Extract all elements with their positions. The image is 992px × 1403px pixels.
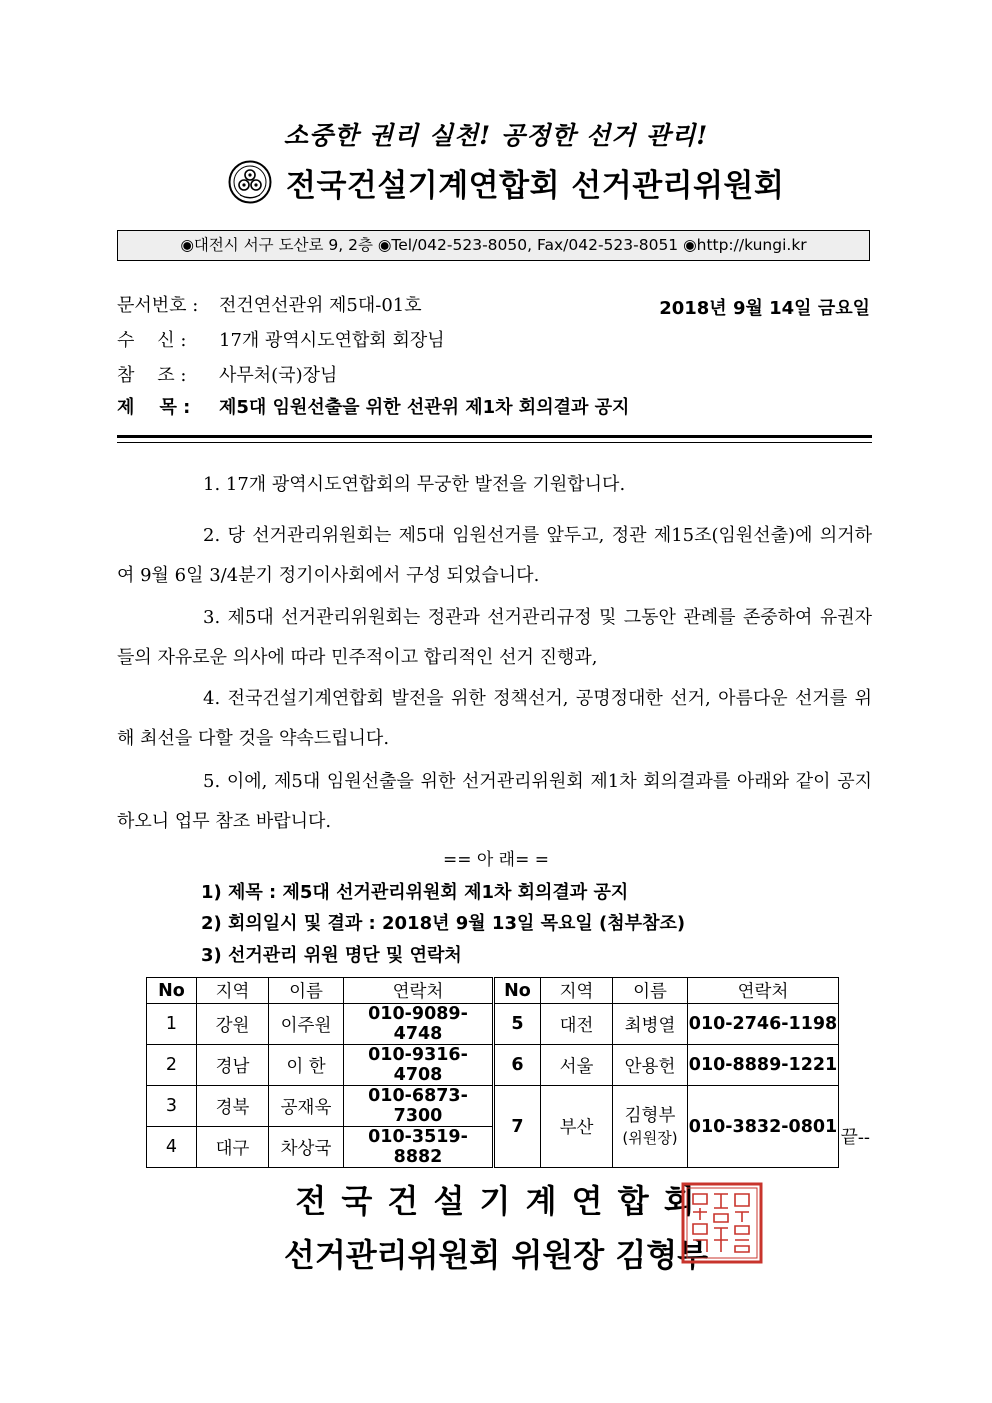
divider-thick	[117, 435, 872, 438]
paragraph-5	[117, 762, 872, 842]
cell-region: 경남	[197, 1045, 269, 1086]
paragraph-2-text: 2. 당 선거관리위원회는 제5대 임원선거를 앞두고, 정관 제15조(임원선출)에 의거하여 9월 6일 3/4분기 정기이사회에서 구성 되었습니다.	[117, 525, 872, 586]
cell-no: 2	[147, 1045, 197, 1086]
signature-org: 전 국 건 설 기 계 연 합 회	[295, 1182, 697, 1220]
paragraph-2	[117, 516, 872, 596]
cell-name: 안용헌	[613, 1045, 688, 1086]
header-cell: No	[147, 978, 197, 1004]
cell-region: 대전	[541, 1004, 613, 1045]
org-title: 전국건설기계연합회 선거관리위원회	[286, 167, 785, 204]
cell-no: 1	[147, 1004, 197, 1045]
header-cell: 지역	[197, 978, 269, 1004]
list-item-meeting: 2) 회의일시 및 결과 : 2018년 9월 13일 목요일 (첨부참조)	[201, 913, 686, 934]
subject-label: 제 목 :	[117, 397, 191, 418]
subject-row	[117, 393, 629, 419]
official-seal-icon	[681, 1182, 763, 1264]
cell-name: 공재욱	[269, 1086, 344, 1127]
end-mark: 끝--	[840, 1127, 870, 1148]
address-box: ◉대전시 서구 도산로 9, 2층 ◉Tel/042-523-8050, Fax/042-523-8051 ◉http://kungi.kr	[117, 230, 870, 261]
cell-name: 이 한	[269, 1045, 344, 1086]
below-heading: == 아 래= =	[442, 850, 550, 870]
slogan: 소중한 권리 실천! 공정한 선거 관리!	[283, 121, 709, 150]
recipient-label: 수 신 :	[117, 330, 187, 351]
signature-chair: 선거관리위원회 위원장 김형부	[283, 1236, 709, 1274]
document-date: 2018년 9월 14일 금요일	[659, 298, 870, 319]
table-header-row	[147, 978, 839, 1004]
table-row	[147, 1045, 839, 1086]
subject: 제5대 임원선출을 위한 선관위 제1차 회의결과 공지	[219, 397, 630, 418]
cell-region-merged: 부산	[541, 1086, 613, 1168]
cell-phone-merged: 010-3832-0801	[688, 1086, 839, 1168]
members-table	[146, 977, 839, 1168]
cell-phone: 010-9316-4708	[344, 1045, 494, 1086]
reference-row	[117, 361, 337, 387]
chair-note: (위원장)	[622, 1128, 678, 1147]
paragraph-4	[117, 679, 872, 759]
recipient-row	[117, 326, 445, 352]
table-row	[147, 1086, 839, 1127]
paragraph-3	[117, 598, 872, 678]
paragraph-5-text: 5. 이에, 제5대 임원선출을 위한 선거관리위원회 제1차 회의결과를 아래와 같이 공지 하오니 업무 참조 바랍니다.	[117, 771, 872, 832]
cell-phone: 010-8889-1221	[688, 1045, 839, 1086]
cell-region: 서울	[541, 1045, 613, 1086]
header-cell: 이름	[269, 978, 344, 1004]
cell-region: 강원	[197, 1004, 269, 1045]
header-cell: 지역	[541, 978, 613, 1004]
org-header	[228, 154, 784, 210]
emblem-icon	[228, 160, 272, 204]
doc-number-row	[117, 291, 422, 317]
paragraph-4-text: 4. 전국건설기계연합회 발전을 위한 정책선거, 공명정대한 선거, 아름다운 선거를 위해 최선을 다할 것을 약속드립니다.	[117, 688, 872, 749]
cell-name: 이주원	[269, 1004, 344, 1045]
cell-phone: 010-3519-8882	[344, 1127, 494, 1168]
recipient: 17개 광역시도연합회 회장님	[219, 330, 445, 351]
paragraph-3-text: 3. 제5대 선거관리위원회는 정관과 선거관리규정 및 그동안 관례를 존중하여 유권자들의 자유로운 의사에 따라 민주적이고 합리적인 선거 진행과,	[117, 607, 872, 668]
header-cell: 연락처	[344, 978, 494, 1004]
table-row	[147, 1004, 839, 1045]
cell-name: 차상국	[269, 1127, 344, 1168]
header-cell: 연락처	[688, 978, 839, 1004]
header-cell: No	[494, 978, 541, 1004]
paragraph-1-text: 1. 17개 광역시도연합회의 무궁한 발전을 기원합니다.	[203, 474, 626, 495]
reference-label: 참 조 :	[117, 365, 187, 386]
paragraph-1	[117, 465, 872, 505]
doc-number-label: 문서번호 :	[117, 295, 199, 316]
reference: 사무처(국)장님	[219, 365, 338, 386]
cell-no-merged: 7	[494, 1086, 541, 1168]
cell-name: 최병열	[613, 1004, 688, 1045]
cell-no: 3	[147, 1086, 197, 1127]
chair-name: 김형부	[624, 1105, 676, 1126]
cell-phone: 010-2746-1198	[688, 1004, 839, 1045]
header-cell: 이름	[613, 978, 688, 1004]
cell-region: 경북	[197, 1086, 269, 1127]
list-item-members: 3) 선거관리 위원 명단 및 연락처	[201, 945, 462, 966]
cell-no: 6	[494, 1045, 541, 1086]
cell-phone: 010-6873-7300	[344, 1086, 494, 1127]
cell-no: 5	[494, 1004, 541, 1045]
doc-number: 전건연선관위 제5대-01호	[219, 295, 422, 316]
cell-region: 대구	[197, 1127, 269, 1168]
cell-phone: 010-9089-4748	[344, 1004, 494, 1045]
cell-no: 4	[147, 1127, 197, 1168]
cell-name-merged	[613, 1086, 688, 1168]
list-item-title: 1) 제목 : 제5대 선거관리위원회 제1차 회의결과 공지	[201, 882, 629, 903]
divider-thin	[117, 442, 872, 443]
